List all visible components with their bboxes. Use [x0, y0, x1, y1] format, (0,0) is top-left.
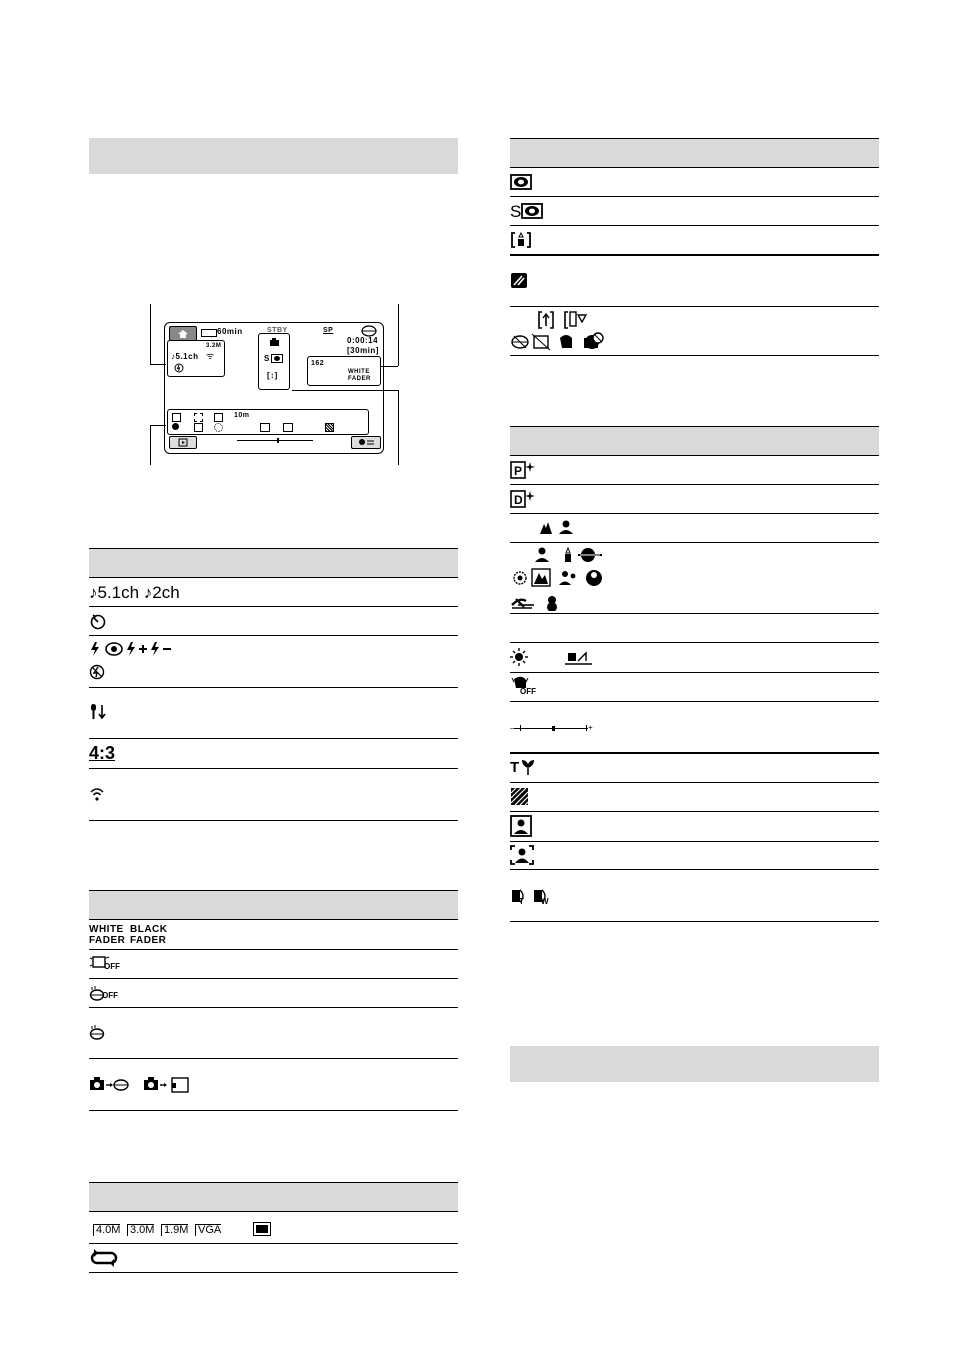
photo-count: 162 [311, 360, 325, 367]
center-indicator-box [258, 333, 290, 390]
play-icon [170, 437, 196, 448]
scene-selection-icons [510, 545, 610, 611]
table-header-1 [89, 548, 458, 577]
zebra-icon [510, 787, 530, 807]
portrait-icon [510, 815, 532, 837]
timer-label: 10m [234, 412, 250, 419]
svg-text:D: D [514, 493, 523, 507]
image-size-3m: 3.0M [127, 1224, 154, 1236]
table-header-right-1 [510, 138, 879, 167]
svg-text:P: P [514, 464, 523, 478]
lcd-backlight-off-label: OFF [104, 962, 120, 971]
home-icon [170, 327, 196, 340]
audio-mode-row: ♪5.1ch ♪2ch [89, 583, 180, 602]
table-header-right-2 [510, 426, 879, 455]
warning-icons [510, 310, 620, 352]
super-nightshot-label: S [264, 354, 270, 363]
audio-mode: ♪5.1ch [171, 352, 199, 361]
flash-off-icon [174, 363, 184, 373]
bottom-icon-bar [167, 409, 369, 435]
option-icon [352, 437, 380, 448]
home-button[interactable] [169, 326, 197, 341]
x-v-color-icon [510, 272, 530, 290]
flash-off-icon [89, 664, 105, 680]
audio-indicator-box [167, 340, 225, 377]
image-size-4m: 4.0M [93, 1224, 120, 1236]
lcd-screen [164, 322, 384, 454]
exposure-icons [510, 647, 620, 667]
image-size-icons [89, 1218, 289, 1238]
quality-icon [253, 1222, 271, 1236]
photo-media-icons [89, 1075, 199, 1093]
time-counter: 0:00:14 [347, 336, 379, 345]
battery-remaining: 60min [217, 327, 243, 336]
remaining-time: [30min] [347, 346, 379, 355]
digital-effect-icon [510, 489, 538, 509]
camera-icon [269, 338, 280, 347]
image-size-badge: 3.2M [206, 343, 222, 349]
nightshot-icon [271, 354, 283, 363]
backlight-icons [510, 888, 554, 906]
adjust-slider[interactable] [237, 440, 313, 441]
black-fader-label-1: BLACK [130, 924, 168, 935]
repeat-icon [89, 1248, 119, 1268]
wireless-icon [89, 786, 105, 802]
image-size-vga: VGA [195, 1224, 221, 1236]
svg-text:W: W [541, 897, 549, 906]
adjust-slider-icon: – + [510, 723, 593, 733]
section-header-band-right [510, 1046, 879, 1082]
white-fader-label-2: FADER [89, 935, 126, 946]
white-fader-line1: WHITE [348, 369, 370, 375]
hdd-drop-sensor-icon [89, 1024, 107, 1042]
color-slow-shutter-icon [510, 231, 534, 249]
tele-macro-label: T [510, 759, 520, 776]
playback-button[interactable] [169, 436, 197, 449]
options-button[interactable] [351, 436, 381, 449]
white-fader-label-1: WHITE [89, 924, 124, 935]
photo-count-box [307, 356, 381, 386]
super-nightshot-label: S [510, 202, 522, 221]
table-header-2 [89, 890, 458, 919]
quality-badge: SP [323, 327, 334, 334]
flash-auto-icon [89, 641, 189, 657]
wireless-icon: ᯤ [206, 351, 215, 361]
tele-macro-icon [520, 758, 536, 776]
face-detection-icon [510, 845, 534, 865]
steadyshot-off-label: OFF [520, 687, 536, 696]
section-header-band-1 [89, 138, 458, 174]
color-slow-icon: [↕] [267, 371, 278, 380]
nightshot-icon [510, 173, 534, 191]
svg-text:T: T [519, 897, 524, 906]
focus-icons [538, 518, 578, 536]
hdd-drop-sensor-off-label: OFF [102, 991, 118, 1000]
aspect-ratio-icon: 4:3 [89, 743, 116, 763]
black-fader-label-2: FADER [130, 935, 167, 946]
mode-status: STBY [267, 327, 288, 334]
picture-effect-icon [510, 460, 538, 480]
white-fader-line2: FADER [348, 376, 371, 382]
battery-icon [201, 329, 217, 337]
table-header-3 [89, 1182, 458, 1211]
image-size-1-9m: 1.9M [161, 1224, 188, 1236]
mic-level-icon [89, 703, 107, 721]
self-timer-icon [89, 612, 107, 630]
super-nightshot-icon [521, 202, 545, 220]
